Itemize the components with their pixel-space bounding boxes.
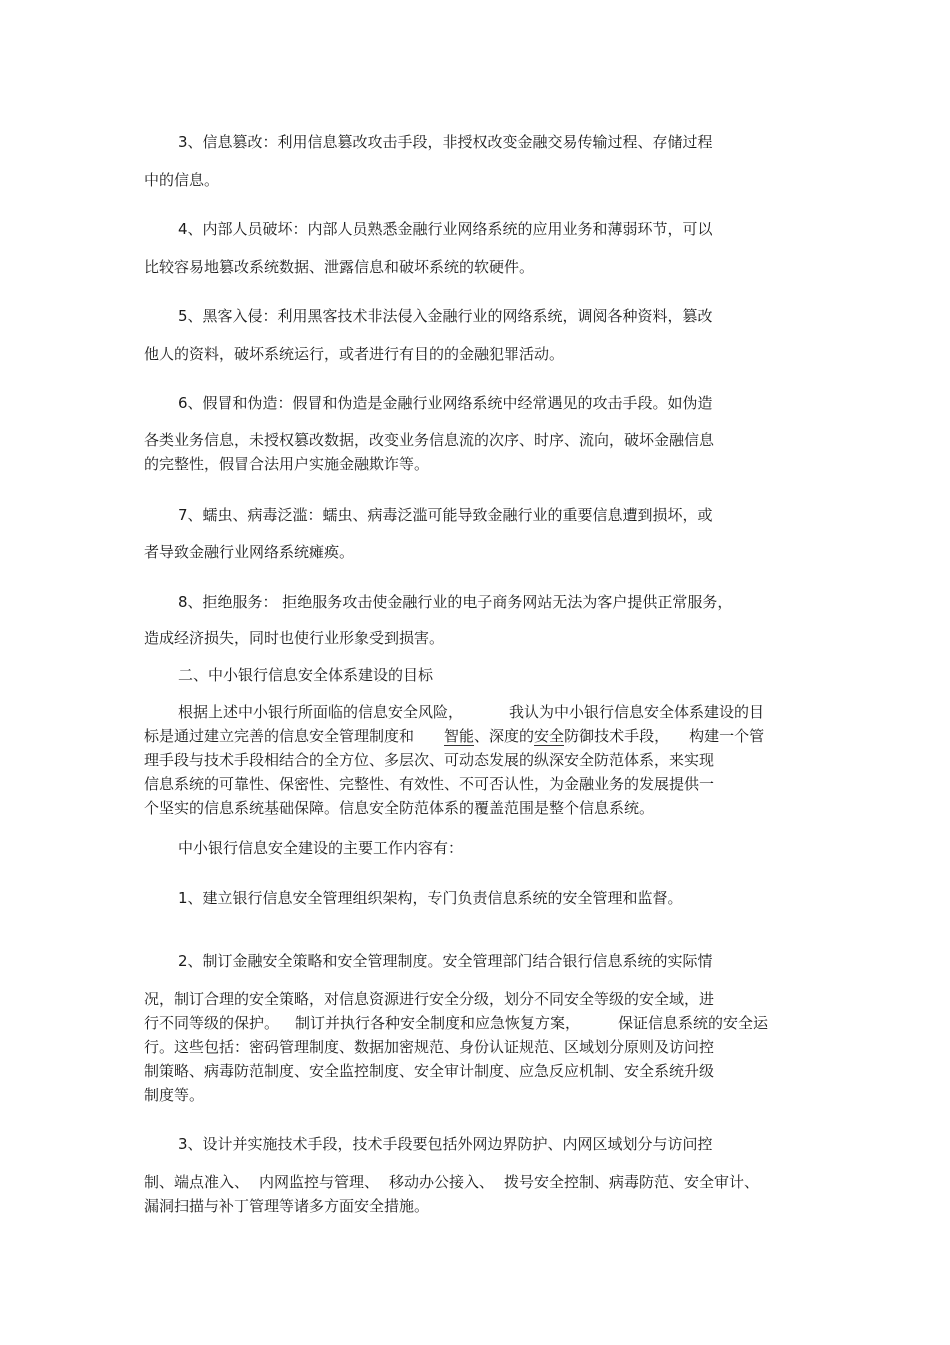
work-item-2-line-3-b: 制订并执行各种安全制度和应急恢复方案， [295, 1014, 581, 1032]
item-6-line-3: 的完整性，假冒合法用户实施金融欺诈等。 [144, 455, 430, 473]
main-work-intro: 中小银行信息安全建设的主要工作内容有： [178, 839, 464, 857]
work-item-3-line-3: 漏洞扫描与补丁管理等诸多方面安全措施。 [144, 1197, 430, 1215]
item-4-line-1: 4、内部人员破坏：内部人员熟悉金融行业网络系统的应用业务和薄弱环节，可以 [178, 220, 713, 238]
goal-line-3: 理手段与技术手段相结合的全方位、多层次、可动态发展的纵深安全防范体系，来实现 [144, 751, 715, 769]
item-5-line-1: 5、黑客入侵：利用黑客技术非法侵入金融行业的网络系统，调阅各种资料，篡改 [178, 307, 713, 325]
work-item-3-line-2-b: 内网监控与管理、 [259, 1173, 380, 1191]
link-security[interactable]: 安全 [534, 727, 565, 745]
goal-line-4: 信息系统的可靠性、保密性、完整性、有效性、不可否认性，为金融业务的发展提供一 [144, 775, 715, 793]
item-8-line-1: 8、拒绝服务： 拒绝服务攻击使金融行业的电子商务网站无法为客户提供正常服务， [178, 593, 733, 611]
work-item-1: 1、建立银行信息安全管理组织架构，专门负责信息系统的安全管理和监督。 [178, 889, 683, 907]
item-5-line-2: 他人的资料，破坏系统运行，或者进行有目的的金融犯罪活动。 [144, 345, 565, 363]
goal-line-1 [178, 702, 764, 722]
work-item-2-line-6: 制度等。 [144, 1086, 205, 1104]
goal-line-2-c: 防御技术手段， [564, 727, 670, 745]
link-intelligent[interactable]: 智能 [444, 727, 475, 745]
goal-line-5: 个坚实的信息系统基础保障。信息安全防范体系的覆盖范围是整个信息系统。 [144, 799, 655, 817]
work-item-3-line-2-c: 移动办公接入、 [389, 1173, 495, 1191]
work-item-3-line-1: 3、设计并实施技术手段，技术手段要包括外网边界防护、内网区域划分与访问控 [178, 1135, 713, 1153]
work-item-3-line-2 [144, 1172, 759, 1192]
work-item-2-line-1: 2、制订金融安全策略和安全管理制度。安全管理部门结合银行信息系统的实际情 [178, 952, 713, 970]
item-4-line-2: 比较容易地篡改系统数据、泄露信息和破坏系统的软硬件。 [144, 258, 535, 276]
item-3-line-2: 中的信息。 [144, 171, 220, 189]
goal-line-1-a: 根据上述中小银行所面临的信息安全风险， [178, 703, 464, 721]
work-item-3-line-2-a: 制、端点准入、 [144, 1173, 250, 1191]
goal-line-1-b: 我认为中小银行信息安全体系建设的目 [509, 703, 765, 721]
goal-line-2-d: 构建一个管 [689, 727, 765, 745]
work-item-3-line-2-d: 拨号安全控制、病毒防范、安全审计、 [504, 1173, 760, 1191]
work-item-2-line-3 [144, 1013, 768, 1033]
item-6-line-1: 6、假冒和伪造：假冒和伪造是金融行业网络系统中经常遇见的攻击手段。如伪造 [178, 394, 713, 412]
work-item-2-line-3-a: 行不同等级的保护。 [144, 1014, 280, 1032]
work-item-2-line-5: 制策略、病毒防范制度、安全监控制度、安全审计制度、应急反应机制、安全系统升级 [144, 1062, 715, 1080]
item-7-line-1: 7、蠕虫、病毒泛滥：蠕虫、病毒泛滥可能导致金融行业的重要信息遭到损坏，或 [178, 506, 713, 524]
item-6-line-2: 各类业务信息，未授权篡改数据，改变业务信息流的次序、时序、流向，破坏金融信息 [144, 431, 715, 449]
item-7-line-2: 者导致金融行业网络系统瘫痪。 [144, 543, 355, 561]
item-3-line-1: 3、信息篡改：利用信息篡改攻击手段，非授权改变金融交易传输过程、存储过程 [178, 133, 713, 151]
goal-line-2-b: 、深度的 [474, 727, 535, 745]
work-item-2-line-2: 况，制订合理的安全策略，对信息资源进行安全分级，划分不同安全等级的安全域，进 [144, 990, 715, 1008]
item-8-line-2: 造成经济损失，同时也使行业形象受到损害。 [144, 629, 445, 647]
work-item-2-line-3-c: 保证信息系统的安全运 [618, 1014, 769, 1032]
work-item-2-line-4: 行。这些包括：密码管理制度、数据加密规范、身份认证规范、区域划分原则及访问控 [144, 1038, 715, 1056]
goal-line-2 [144, 726, 764, 746]
goal-line-2-a: 标是通过建立完善的信息安全管理制度和 [144, 727, 415, 745]
section-heading-goal: 二、中小银行信息安全体系建设的目标 [178, 666, 434, 684]
